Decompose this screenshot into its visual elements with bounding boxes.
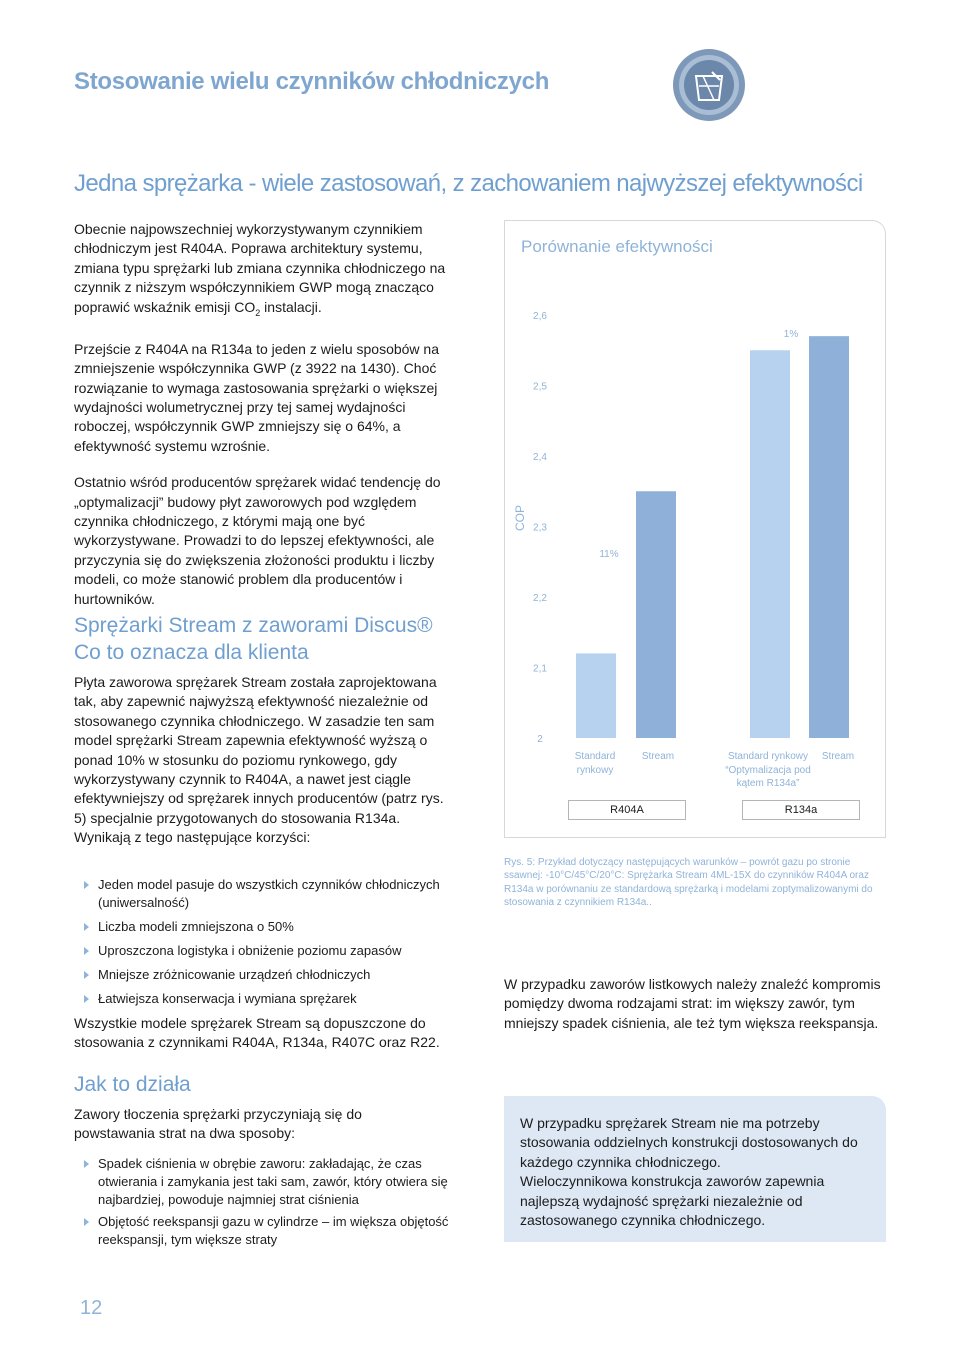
losses-list xyxy=(74,1155,454,1253)
annotation-11-percent: 11% xyxy=(599,549,619,560)
list-item-text: Jeden model pasuje do wszystkich czynników chłodniczych (uniwersalność) xyxy=(98,877,440,910)
bar-label-standard-r134a: Standard rynkowy “Optymalizacja pod kątem R134a” xyxy=(725,751,811,789)
bullet-triangle-icon xyxy=(84,881,89,889)
cop-bar-chart xyxy=(504,260,886,830)
y-tick-label: 2,2 xyxy=(533,593,547,604)
intro-paragraph-3: Ostatnio wśród producentów sprężarek widać tendencję do „optymalizacji” budowy płyt zaworowych pod względem czynnika chłodniczego, z którymi mają one być wykorzystywane. Prowadzi to do lepszej efektywności, ale przyczynia się do zwiększenia złożoności produktu i liczby modeli, co może stanowić problem dla producentów i hurtowników. xyxy=(74,474,441,607)
list-item-text: Spadek ciśnienia w obrębie zaworu: zakładając, że czas otwierania i zamykania jest taki sam, zawór, który otwiera się najbardziej, powoduje najmniej strat ciśnienia xyxy=(98,1156,448,1207)
bars xyxy=(576,336,849,738)
y-tick-label: 2,3 xyxy=(533,522,547,534)
bar-standard-r404a xyxy=(576,653,616,738)
discus-heading xyxy=(74,612,474,666)
group-label-r134a: R134a xyxy=(742,800,860,820)
list-item-text: Mniejsze zróżnicowanie urządzeń chłodniczych xyxy=(98,967,371,982)
y-axis xyxy=(533,311,547,745)
list-item xyxy=(74,1213,454,1249)
list-item-text: Liczba modeli zmniejszona o 50% xyxy=(98,919,294,934)
how-paragraph: Zawory tłoczenia sprężarki przyczyniają się do powstawania strat na dwa sposoby: xyxy=(74,1106,362,1142)
bar-stream-r404a xyxy=(636,491,676,738)
list-item xyxy=(74,1155,454,1209)
bullet-triangle-icon xyxy=(84,971,89,979)
list-item xyxy=(74,990,464,1008)
chart-title: Porównanie efektywności xyxy=(521,237,713,256)
bar-label-stream-r404a: Stream xyxy=(641,751,675,762)
intro-paragraph-1 xyxy=(74,220,466,323)
bullet-triangle-icon xyxy=(84,1218,89,1226)
intro-block xyxy=(74,220,466,609)
list-item-text: Objętość reekspansji gazu w cylindrze – im większa objętość reekspansji, tym większe straty xyxy=(98,1214,449,1247)
highlight-box-p2: Wieloczynnikowa konstrukcja zaworów zapewnia najlepszą wydajność sprężarki niezależnie od zastosowanego czynnika chłodniczego. xyxy=(520,1173,825,1229)
discus-heading-line2: Co to oznacza dla klienta xyxy=(74,641,309,664)
highlight-box-p1: W przypadku sprężarek Stream nie ma potrzeby stosowania oddzielnych konstrukcji dostosowanych do każdego czynnika chłodniczego. xyxy=(520,1115,858,1170)
figure-caption: Rys. 5: Przykład dotyczący następujących warunków – powrót gazu po stronie ssawnej: -10°C/45°C/20°C: Sprężarka Stream 4ML-15X do czynników R404A oraz R134a w porównaniu ze standardową sprężarką i modelami zoptymalizowanymi do stosowania z czynnikiem R134a.. xyxy=(504,857,873,909)
annotation-1-percent: 1% xyxy=(783,329,799,340)
intro-p1-tail: instalacji. xyxy=(260,298,322,315)
list-item xyxy=(74,966,464,984)
bar-label-standard-r404a: Standard rynkowy xyxy=(574,751,616,776)
y-tick-label: 2,4 xyxy=(533,452,547,463)
benefits-list xyxy=(74,876,464,1014)
bullet-triangle-icon xyxy=(84,923,89,931)
bar-stream-r134a xyxy=(809,336,849,738)
intro-p1-text: Obecnie najpowszechniej wykorzystywanym czynnikiem chłodniczym jest R404A. Poprawa architektury systemu, zmiana typu sprężarki lub zmiana czynnika chłodniczego na czynnik z niższym współczynnikiem GWP mogą znacząco poprawić wskaźnik emisji CO xyxy=(74,221,446,315)
bullet-triangle-icon xyxy=(84,1160,89,1168)
page-title: Stosowanie wielu czynników chłodniczych xyxy=(74,68,550,95)
co2-subscript: 2 xyxy=(255,307,261,318)
list-item xyxy=(74,918,464,936)
refrigerant-logo-icon xyxy=(672,48,746,122)
intro-paragraph-2: Przejście z R404A na R134a to jeden z wielu sposobów na zmniejszenie współczynnika GWP (z 3922 na 1430). Choć rozwiązanie to wymaga zastosowania sprężarki o większej wydajności wolumetrycznej przy tej samej wydajności roboczej, współczynnik GWP zmniejszy się o 64%, a efektywność systemu wzrośnie. xyxy=(74,340,439,454)
y-tick-label: 2,6 xyxy=(533,311,547,322)
y-tick-label: 2 xyxy=(537,734,543,745)
highlight-box xyxy=(504,1096,886,1242)
discus-paragraph: Płyta zaworowa sprężarek Stream została zaprojektowana tak, aby zapewnić najwyższą efektywność niezależnie od stosowanego czynnika chłodniczego. W zasadzie ten sam model sprężarki Stream zapewnia efektywność wyższą o ponad 10% w stosunku do poziomu rynkowego, gdy wykorzystywany czynnik to R404A, a nawet jest ciągle efektywniejszy od sprężarek innych producentów (patrz rys. 5) specjalnie przygotowanych do stosowania R134a. Wynikają z tego następujące korzyści: xyxy=(74,674,444,846)
y-tick-label: 2,1 xyxy=(533,663,547,675)
bar-label-stream-r134a: Stream xyxy=(821,751,855,762)
valve-compromise-paragraph: W przypadku zaworów listkowych należy znaleźć kompromis pomiędzy dwoma rodzajami strat: im większy zawór, tym mniejszy spadek ciśnienia, ale też tym większa reekspansja. xyxy=(504,976,881,1031)
list-item-text: Uproszczona logistyka i obniżenie poziomu zapasów xyxy=(98,943,402,958)
list-item-text: Łatwiejsza konserwacja i wymiana sprężarek xyxy=(98,991,357,1006)
y-tick-label: 2,5 xyxy=(533,381,547,393)
bullet-triangle-icon xyxy=(84,947,89,955)
bullet-triangle-icon xyxy=(84,995,89,1003)
section-subtitle: Jedna sprężarka - wiele zastosowań, z zachowaniem najwyższej efektywności xyxy=(74,170,863,197)
page-number: 12 xyxy=(80,1297,103,1319)
list-item xyxy=(74,876,464,912)
discus-heading-line1: Sprężarki Stream z zaworami Discus® xyxy=(74,614,433,637)
y-axis-label: COP xyxy=(513,504,527,532)
group-label-r404a: R404A xyxy=(568,800,686,820)
list-item xyxy=(74,942,464,960)
bar-standard-r134a xyxy=(750,350,790,738)
how-it-works-heading: Jak to działa xyxy=(74,1073,191,1096)
approval-paragraph: Wszystkie modele sprężarek Stream są dopuszczone do stosowania z czynnikami R404A, R134a, R407C oraz R22. xyxy=(74,1015,440,1051)
